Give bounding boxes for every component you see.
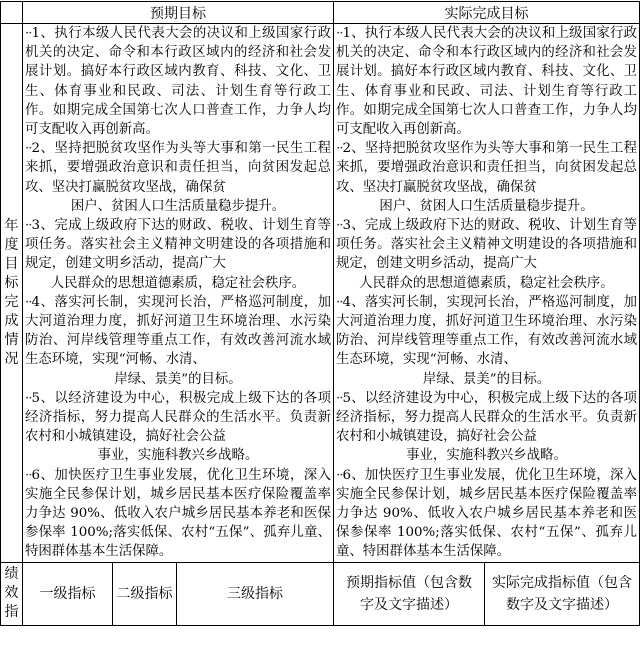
goals-row (1, 24, 640, 563)
annual-completion-label-text: 年度目标完成情况 (4, 217, 19, 367)
corner-cell (1, 2, 23, 24)
item-marker: ·· (336, 218, 343, 234)
item-text: 2、坚持把脱贫攻坚作为头等大事和第一民生工程来抓，要增强政治意识和责任担当，向贫困发起总攻、坚决打赢脱贫攻坚战，确保贫 (25, 141, 331, 195)
item-text: 5、以经济建设为中心，积极完成上级下达的各项经济指标，努力提高人民群众的生活水平。负责新农村和小城镇建设，搞好社会公益 (336, 390, 637, 445)
planned-goal-item-5 (25, 389, 331, 466)
item-text-continuation: 人民群众的思想道德素质，稳定社会秩序。 (359, 275, 614, 291)
item-text: 3、完成上级政府下达的财政、税收、计划生育等项任务。落实社会主义精神文明建设的各项措施和规定，创建文明乡活动，提高广大 (336, 218, 637, 272)
performance-indicator-label (1, 562, 23, 625)
item-marker: ·· (25, 141, 32, 157)
item-text: 4、落实河长制，实现河长治，严格巡河制度，加大河道治理力度，抓好河道卫生环境治理、水污染防治、河岸线管理等重点工作，有效改善河流水域生态环境，实现“河畅、水清、 (336, 294, 637, 368)
actual-goal-item-3 (336, 216, 637, 293)
actual-goal-item-6 (336, 466, 637, 562)
item-text: 6、加快医疗卫生事业发展，优化卫生环境，深入实施全民参保计划，城乡居民基本医疗保险覆盖率力争达 90%、低收入农户城乡居民基本养老和医保参保率 100%;落实低保、农村“五保”、孤弃儿童、特困群体基本生活保障。 (336, 467, 637, 560)
item-marker: ·· (25, 26, 32, 41)
item-marker: ·· (25, 294, 32, 310)
actual-goal-item-1 (336, 24, 637, 139)
indicator-header-row (1, 562, 640, 625)
planned-indicator-value-header: 预期指标值（包含数字及文字描述） (334, 562, 485, 625)
item-text-continuation: 困户、贫困人口生活质量稳步提升。 (379, 198, 594, 214)
actual-goal-item-2 (336, 139, 637, 216)
performance-indicator-label-text: 绩效指 (4, 566, 19, 621)
item-text-continuation: 困户、贫困人口生活质量稳步提升。 (70, 198, 286, 214)
item-text-continuation: 岸绿、景美”的目标。 (422, 371, 551, 387)
actual-indicator-value-header: 实际完成指标值（包含数字及文字描述） (485, 562, 640, 625)
planned-goals-cell (23, 24, 334, 563)
item-marker: ·· (336, 390, 343, 406)
planned-goal-item-6 (25, 466, 331, 562)
actual-goal-header: 实际完成目标 (334, 2, 640, 24)
actual-goals-cell (334, 24, 640, 563)
level2-indicator-header: 二级指标 (113, 562, 177, 625)
item-marker: ·· (25, 467, 32, 483)
item-text: 6、加快医疗卫生事业发展，优化卫生环境，深入实施全民参保计划，城乡居民基本医疗保险覆盖率力争达 90%、低收入农户城乡居民基本养老和医保参保率 100%;落实低保、农村“五保”、孤弃儿童、特困群体基本生活保障。 (25, 467, 331, 560)
planned-goal-item-4 (25, 293, 331, 389)
planned-goal-header: 预期目标 (23, 2, 334, 24)
item-marker: ·· (336, 141, 343, 157)
item-marker: ·· (336, 294, 343, 310)
header-row (1, 2, 640, 24)
annual-completion-label (1, 24, 23, 563)
item-text-continuation: 岸绿、景美”的目标。 (114, 371, 242, 387)
item-text-continuation: 人民群众的思想道德素质，稳定社会秩序。 (50, 275, 306, 291)
item-marker: ·· (25, 218, 32, 234)
planned-goal-item-2 (25, 139, 331, 216)
item-marker: ·· (336, 467, 343, 483)
planned-goal-item-1 (25, 24, 331, 139)
actual-goal-item-5 (336, 389, 637, 466)
planned-goal-item-3 (25, 216, 331, 293)
level1-indicator-header: 一级指标 (23, 562, 113, 625)
item-text: 2、坚持把脱贫攻坚作为头等大事和第一民生工程来抓，要增强政治意识和责任担当，向贫困发起总攻、坚决打赢脱贫攻坚战，确保贫 (336, 141, 637, 195)
item-text-continuation: 事业，实施科教兴乡战略。 (406, 448, 567, 464)
item-text: 1、执行本级人民代表大会的决议和上级国家行政机关的决定、命令和本行政区域内的经济和社会发展计划。搞好本行政区域内教育、科技、文化、卫生、体育事业和民政、司法、计划生育等行政工作。如期完成全国第七次人口普查工作，力争人均可支配收入再创新高。 (336, 26, 637, 138)
item-text: 1、执行本级人民代表大会的决议和上级国家行政机关的决定、命令和本行政区域内的经济和社会发展计划。搞好本行政区域内教育、科技、文化、卫生、体育事业和民政、司法、计划生育等行政工作。如期完成全国第七次人口普查工作，力争人均可支配收入再创新高。 (25, 26, 331, 138)
item-text: 3、完成上级政府下达的财政、税收、计划生育等项任务。落实社会主义精神文明建设的各项措施和规定，创建文明乡活动，提高广大 (25, 218, 331, 272)
item-text-continuation: 事业，实施科教兴乡战略。 (97, 448, 259, 464)
item-marker: ·· (25, 390, 32, 406)
item-marker: ·· (336, 26, 343, 41)
item-text: 4、落实河长制，实现河长治，严格巡河制度，加大河道治理力度，抓好河道卫生环境治理、水污染防治、河岸线管理等重点工作，有效改善河流水域生态环境，实现“河畅、水清、 (25, 294, 331, 368)
item-text: 5、以经济建设为中心，积极完成上级下达的各项经济指标，努力提高人民群众的生活水平。负责新农村和小城镇建设，搞好社会公益 (25, 390, 331, 445)
performance-table (0, 1, 640, 626)
level3-indicator-header: 三级指标 (177, 562, 334, 625)
actual-goal-item-4 (336, 293, 637, 389)
